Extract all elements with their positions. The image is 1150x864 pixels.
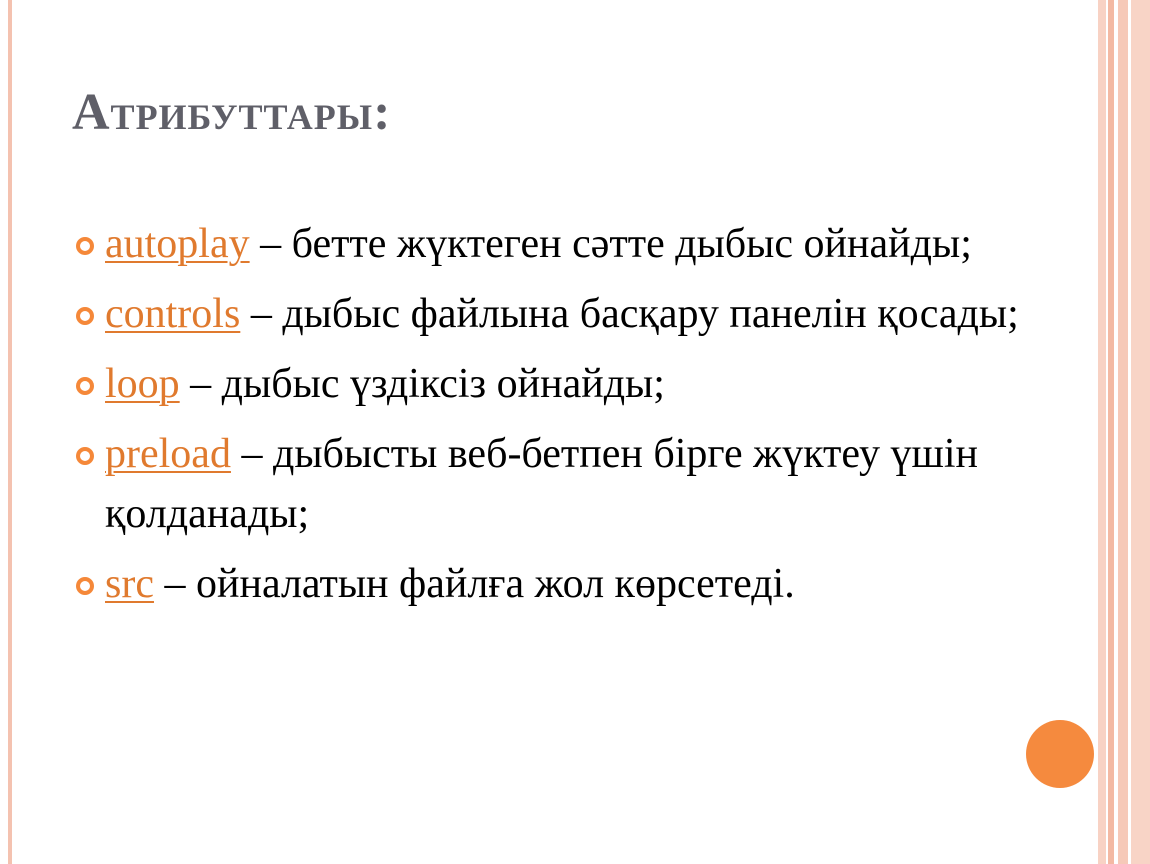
loop-link[interactable]: loop — [105, 361, 180, 407]
slide-title: Атрибуттары: — [72, 84, 392, 141]
list-item — [70, 284, 1070, 344]
attribute-list — [70, 214, 1070, 624]
circle-bullet-icon — [76, 377, 94, 395]
right-stripe — [1131, 0, 1150, 864]
list-item-text: – дыбыс файлына басқару панелін қосады; — [240, 291, 1019, 337]
list-item — [70, 554, 1070, 614]
circle-bullet-icon — [76, 447, 94, 465]
list-item-text: – дыбысты веб-бетпен бірге жүктеу үшін қолданады; — [105, 431, 978, 537]
list-item — [70, 354, 1070, 414]
right-stripe — [1098, 0, 1106, 864]
preload-link[interactable]: preload — [105, 431, 231, 477]
circle-bullet-icon — [76, 577, 94, 595]
list-item — [70, 214, 1070, 274]
list-item-text: – бетте жүктеген сәтте дыбыс ойнайды; — [249, 221, 972, 267]
right-stripe — [1118, 0, 1128, 864]
left-frame-line — [8, 0, 12, 864]
list-item — [70, 424, 1070, 544]
list-item-text: – дыбыс үздіксіз ойнайды; — [179, 361, 665, 407]
autoplay-link[interactable]: autoplay — [105, 221, 250, 267]
circle-bullet-icon — [76, 237, 94, 255]
list-item-text: – ойналатын файлға жол көрсетеді. — [153, 561, 795, 607]
src-link[interactable]: src — [105, 561, 154, 607]
circle-bullet-icon — [76, 307, 94, 325]
controls-link[interactable]: controls — [105, 291, 241, 337]
orange-circle-decoration — [1026, 720, 1094, 788]
